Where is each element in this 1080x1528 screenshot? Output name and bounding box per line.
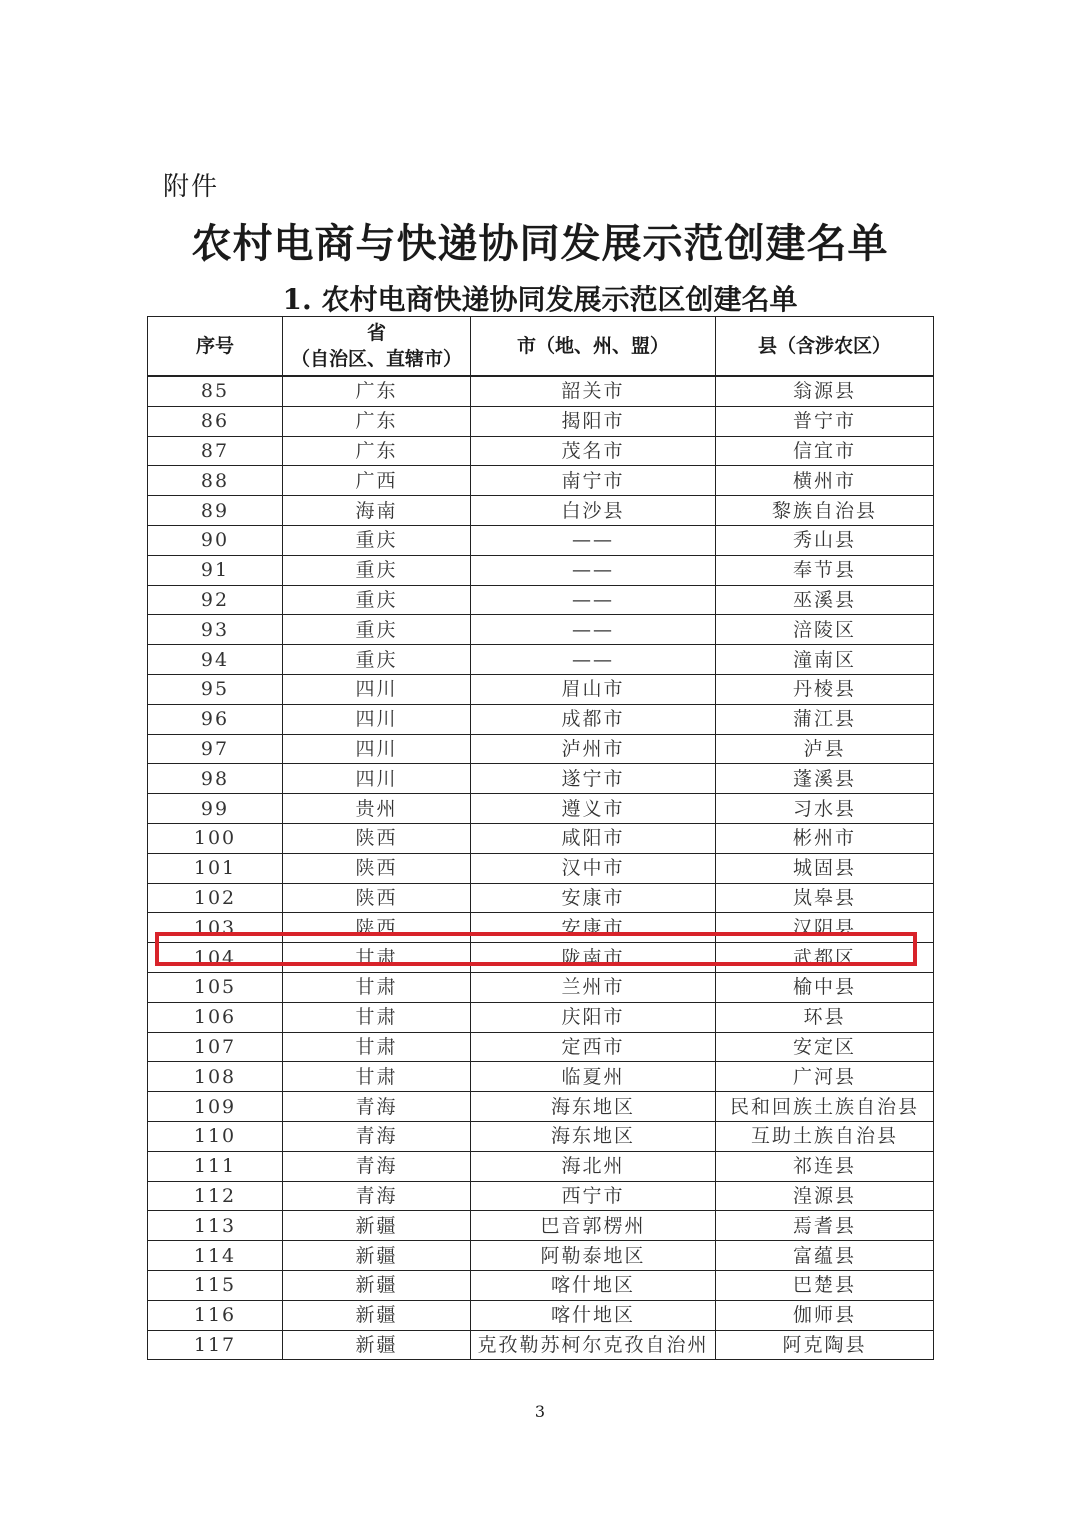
cell-province: 新疆 (283, 1300, 471, 1330)
cell-seq: 105 (148, 972, 283, 1002)
cell-county: 翁源县 (716, 376, 934, 406)
cell-city: 安康市 (471, 913, 716, 943)
cell-city: 兰州市 (471, 972, 716, 1002)
table-row (148, 704, 934, 734)
cell-province: 甘肃 (283, 1062, 471, 1092)
cell-seq: 100 (148, 823, 283, 853)
cell-city: —— (471, 615, 716, 645)
cell-seq: 93 (148, 615, 283, 645)
cell-province: 广东 (283, 406, 471, 436)
table-row (148, 615, 934, 645)
cell-province: 新疆 (283, 1241, 471, 1271)
cell-county: 榆中县 (716, 972, 934, 1002)
cell-county: 环县 (716, 1002, 934, 1032)
cell-province: 陕西 (283, 823, 471, 853)
table-row (148, 853, 934, 883)
cell-county: 蓬溪县 (716, 764, 934, 794)
cell-city: 揭阳市 (471, 406, 716, 436)
table-row (148, 1002, 934, 1032)
table-row (148, 1241, 934, 1271)
table-row (148, 1300, 934, 1330)
cell-city: —— (471, 645, 716, 675)
cell-city: 安康市 (471, 883, 716, 913)
cell-county: 横州市 (716, 466, 934, 496)
cell-county: 民和回族土族自治县 (716, 1092, 934, 1122)
cell-province: 广西 (283, 466, 471, 496)
cell-province: 青海 (283, 1092, 471, 1122)
attachment-label: 附件 (163, 172, 220, 202)
table-row (148, 674, 934, 704)
table-row (148, 1062, 934, 1092)
cell-province: 四川 (283, 764, 471, 794)
cell-city: 南宁市 (471, 466, 716, 496)
cell-county: 奉节县 (716, 555, 934, 585)
cell-city: 遂宁市 (471, 764, 716, 794)
cell-seq: 97 (148, 734, 283, 764)
table-row (148, 585, 934, 615)
cell-seq: 107 (148, 1032, 283, 1062)
cell-city: 西宁市 (471, 1181, 716, 1211)
cell-county: 湟源县 (716, 1181, 934, 1211)
cell-province: 陕西 (283, 883, 471, 913)
table-row (148, 1181, 934, 1211)
cell-city: 遵义市 (471, 794, 716, 824)
table-header-row (148, 317, 934, 377)
cell-province: 陕西 (283, 913, 471, 943)
cell-province: 重庆 (283, 585, 471, 615)
cell-city: —— (471, 555, 716, 585)
cell-city: 喀什地区 (471, 1270, 716, 1300)
table-row (148, 525, 934, 555)
cell-county: 祁连县 (716, 1151, 934, 1181)
cell-city: 汉中市 (471, 853, 716, 883)
cell-county: 蒲江县 (716, 704, 934, 734)
cell-city: 克孜勒苏柯尔克孜自治州 (471, 1330, 716, 1360)
table-row (148, 823, 934, 853)
table-row (148, 972, 934, 1002)
cell-county: 丹棱县 (716, 674, 934, 704)
cell-seq: 108 (148, 1062, 283, 1092)
document-title: 农村电商与快递协同发展示范创建名单 (191, 220, 889, 267)
cell-county: 富蕴县 (716, 1241, 934, 1271)
table-row (148, 1092, 934, 1122)
highlight-box (155, 932, 917, 966)
cell-province: 甘肃 (283, 943, 471, 973)
cell-county: 广河县 (716, 1062, 934, 1092)
cell-county: 城固县 (716, 853, 934, 883)
cell-province: 青海 (283, 1121, 471, 1151)
cell-county: 潼南区 (716, 645, 934, 675)
cell-seq: 90 (148, 525, 283, 555)
cell-seq: 104 (148, 943, 283, 973)
table-row (148, 1151, 934, 1181)
cell-city: 海北州 (471, 1151, 716, 1181)
cell-city: 临夏州 (471, 1062, 716, 1092)
cell-seq: 116 (148, 1300, 283, 1330)
cell-seq: 113 (148, 1211, 283, 1241)
cell-seq: 109 (148, 1092, 283, 1122)
cell-seq: 98 (148, 764, 283, 794)
table-row (148, 555, 934, 585)
table-row (148, 764, 934, 794)
cell-province: 海南 (283, 496, 471, 526)
cell-county: 互助土族自治县 (716, 1121, 934, 1151)
table-body (148, 376, 934, 1360)
cell-seq: 95 (148, 674, 283, 704)
cell-province: 重庆 (283, 645, 471, 675)
cell-county: 秀山县 (716, 525, 934, 555)
cell-province: 甘肃 (283, 972, 471, 1002)
cell-seq: 102 (148, 883, 283, 913)
cell-province: 四川 (283, 734, 471, 764)
cell-seq: 101 (148, 853, 283, 883)
cell-county: 岚皋县 (716, 883, 934, 913)
cell-seq: 99 (148, 794, 283, 824)
cell-province: 广东 (283, 436, 471, 466)
cell-county: 武都区 (716, 943, 934, 973)
table-row (148, 376, 934, 406)
cell-county: 阿克陶县 (716, 1330, 934, 1360)
cell-province: 重庆 (283, 525, 471, 555)
cell-city: 定西市 (471, 1032, 716, 1062)
cell-seq: 115 (148, 1270, 283, 1300)
table-row (148, 466, 934, 496)
cell-province: 新疆 (283, 1211, 471, 1241)
table-row (148, 1330, 934, 1360)
cell-city: 阿勒泰地区 (471, 1241, 716, 1271)
cell-city: 海东地区 (471, 1121, 716, 1151)
cell-county: 黎族自治县 (716, 496, 934, 526)
cell-county: 焉耆县 (716, 1211, 934, 1241)
table-row (148, 406, 934, 436)
cell-seq: 88 (148, 466, 283, 496)
document-subtitle: 1. 农村电商快递协同发展示范区创建名单 (282, 283, 798, 316)
table-row (148, 1121, 934, 1151)
cell-county: 涪陵区 (716, 615, 934, 645)
cell-city: 咸阳市 (471, 823, 716, 853)
cell-seq: 92 (148, 585, 283, 615)
cell-seq: 85 (148, 376, 283, 406)
cell-county: 普宁市 (716, 406, 934, 436)
cell-province: 青海 (283, 1181, 471, 1211)
cell-province: 四川 (283, 674, 471, 704)
cell-city: 成都市 (471, 704, 716, 734)
table-row (148, 1032, 934, 1062)
cell-county: 信宜市 (716, 436, 934, 466)
cell-city: 喀什地区 (471, 1300, 716, 1330)
table-row (148, 883, 934, 913)
cell-province: 新疆 (283, 1330, 471, 1360)
cell-county: 伽师县 (716, 1300, 934, 1330)
cell-seq: 87 (148, 436, 283, 466)
header-province-line1: 省 (366, 322, 386, 344)
cell-seq: 110 (148, 1121, 283, 1151)
cell-seq: 106 (148, 1002, 283, 1032)
table-row (148, 496, 934, 526)
page-number: 3 (534, 1402, 546, 1421)
table-row (148, 734, 934, 764)
cell-province: 甘肃 (283, 1002, 471, 1032)
cell-province: 甘肃 (283, 1032, 471, 1062)
cell-county: 汉阴县 (716, 913, 934, 943)
cell-county: 泸县 (716, 734, 934, 764)
cell-seq: 103 (148, 913, 283, 943)
cell-province: 青海 (283, 1151, 471, 1181)
header-county: 县（含涉农区） (716, 317, 934, 377)
table-row (148, 1211, 934, 1241)
cell-seq: 112 (148, 1181, 283, 1211)
table-row (148, 1270, 934, 1300)
cell-county: 安定区 (716, 1032, 934, 1062)
cell-county: 彬州市 (716, 823, 934, 853)
cell-county: 习水县 (716, 794, 934, 824)
header-seq: 序号 (148, 317, 283, 377)
cell-city: 泸州市 (471, 734, 716, 764)
cell-city: 庆阳市 (471, 1002, 716, 1032)
cell-city: 眉山市 (471, 674, 716, 704)
table-row (148, 794, 934, 824)
cell-city: —— (471, 525, 716, 555)
header-province (283, 317, 471, 377)
cell-seq: 86 (148, 406, 283, 436)
demo-list-table (147, 316, 934, 1360)
table-row (148, 436, 934, 466)
cell-city: 陇南市 (471, 943, 716, 973)
cell-city: —— (471, 585, 716, 615)
cell-province: 新疆 (283, 1270, 471, 1300)
cell-seq: 91 (148, 555, 283, 585)
cell-province: 陕西 (283, 853, 471, 883)
cell-seq: 111 (148, 1151, 283, 1181)
cell-city: 白沙县 (471, 496, 716, 526)
cell-province: 重庆 (283, 555, 471, 585)
cell-city: 茂名市 (471, 436, 716, 466)
cell-city: 巴音郭楞州 (471, 1211, 716, 1241)
cell-city: 海东地区 (471, 1092, 716, 1122)
header-province-line2: （自治区、直辖市） (290, 348, 462, 370)
cell-province: 四川 (283, 704, 471, 734)
cell-seq: 96 (148, 704, 283, 734)
cell-province: 广东 (283, 376, 471, 406)
cell-city: 韶关市 (471, 376, 716, 406)
cell-province: 重庆 (283, 615, 471, 645)
table-row (148, 645, 934, 675)
cell-seq: 89 (148, 496, 283, 526)
cell-seq: 117 (148, 1330, 283, 1360)
cell-seq: 94 (148, 645, 283, 675)
cell-county: 巴楚县 (716, 1270, 934, 1300)
cell-province: 贵州 (283, 794, 471, 824)
header-city: 市（地、州、盟） (471, 317, 716, 377)
cell-county: 巫溪县 (716, 585, 934, 615)
cell-seq: 114 (148, 1241, 283, 1271)
